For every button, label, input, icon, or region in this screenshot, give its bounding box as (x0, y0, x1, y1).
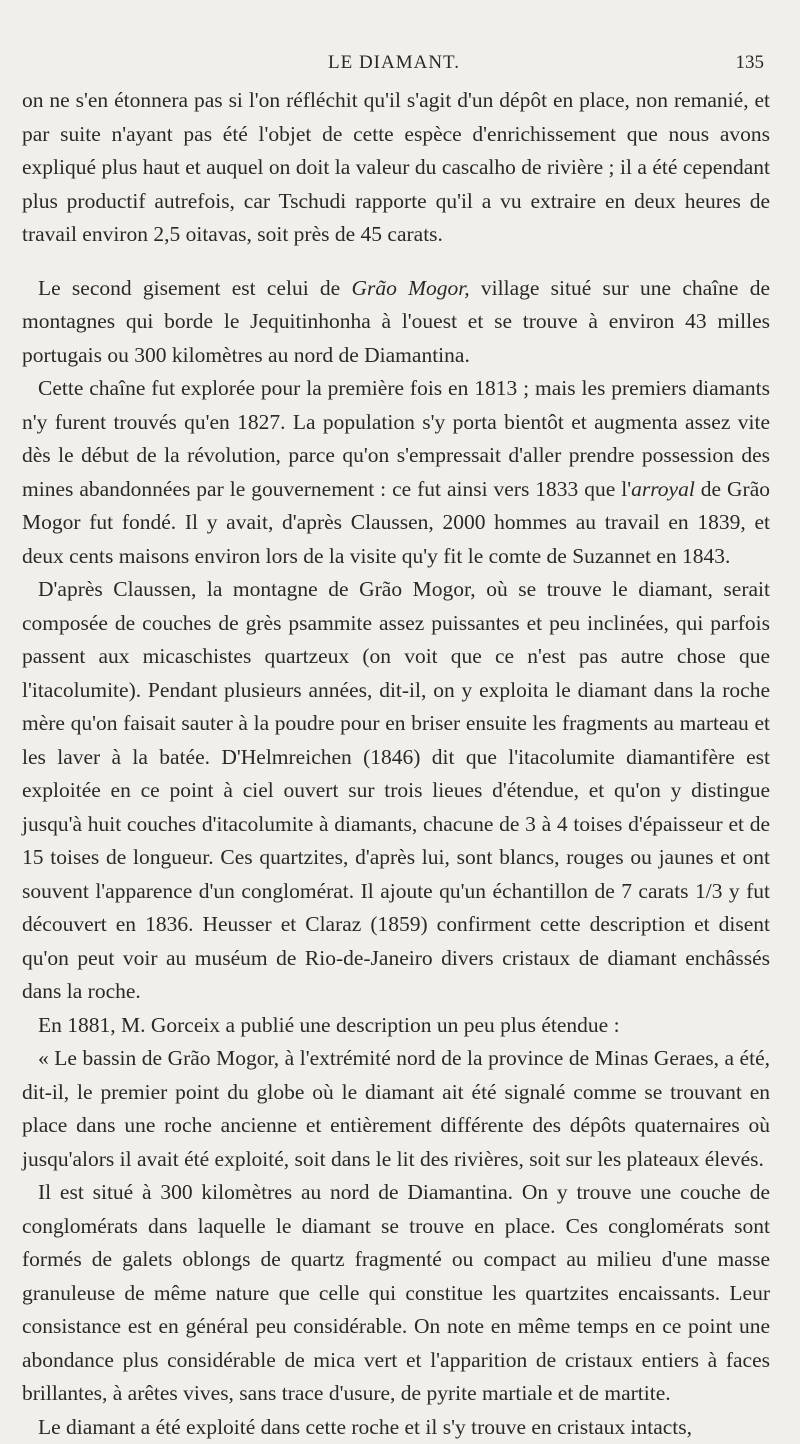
paragraph-5: En 1881, M. Gorceix a publié une description un peu plus étendue : (22, 1009, 770, 1043)
body-text (22, 84, 770, 1444)
paragraph-2-text-a: Le second gisement est celui de (38, 276, 351, 300)
paragraph-7: Il est situé à 300 kilomètres au nord de Diamantina. On y trouve une couche de conglomérats dans laquelle le diamant se trouve en place. Ces conglomérats sont formés de galets oblongs de quartz fragmenté ou compact au milieu d'une masse granuleuse de même nature que celle qui constitue les quartzites encaissants. Leur consistance est en général peu considérable. On note en même temps en ce point une abondance plus considérable de mica vert et l'apparition de cristaux entiers à faces brillantes, à arêtes vives, sans trace d'usure, de pyrite martiale et de martite. (22, 1176, 770, 1411)
paragraph-4: D'après Claussen, la montagne de Grão Mogor, où se trouve le diamant, serait composée de couches de grès psammite assez puissantes et peu inclinées, qui parfois passent aux micaschistes quartzeux (on voit que ce n'est pas autre chose que l'itacolumite). Pendant plusieurs années, dit-il, on y exploita le diamant dans la roche mère qu'on faisait sauter à la poudre pour en briser ensuite les fragments au marteau et les laver à la batée. D'Helmreichen (1846) dit que l'itacolumite diamantifère est exploitée en ce point à ciel ouvert sur trois lieues d'étendue, et qu'on y distingue jusqu'à huit couches d'itacolumite à diamants, chacune de 3 à 4 toises d'épaisseur et de 15 toises de longueur. Ces quartzites, d'après lui, sont blancs, rouges ou jaunes et ont souvent l'apparence d'un conglomérat. Il ajoute qu'un échantillon de 7 carats 1/3 y fut découvert en 1836. Heusser et Claraz (1859) confirment cette description et disent qu'on peut voir au muséum de Rio-de-Janeiro divers cristaux de diamant enchâssés dans la roche. (22, 573, 770, 1009)
place-name-grao-mogor: Grão Mogor, (351, 276, 469, 300)
paragraph-3-text-a: Cette chaîne fut explorée pour la première fois en 1813 ; mais les premiers diamants n'y furent trouvés qu'en 1827. La population s'y porta bientôt et augmenta assez vite dès le début de la révolution, parce qu'on s'empressait d'aller prendre possession des mines abandonnées par le gouvernement : ce fut ainsi vers 1833 que l' (22, 376, 770, 501)
running-title: LE DIAMANT. (24, 52, 764, 74)
page-header (24, 50, 764, 80)
paragraph-8: Le diamant a été exploité dans cette roche et il s'y trouve en cristaux intacts, (22, 1411, 770, 1444)
paragraph-2 (22, 272, 770, 373)
paragraph-3 (22, 372, 770, 573)
paragraph-2-text-b: village situé sur une chaîne de montagnes qui borde le Jequitinhonha à l'ouest et se trouve à environ 43 milles portugais ou 300 kilomètres au nord de Diamantina. (22, 276, 770, 367)
paragraph-6-quote: « Le bassin de Grão Mogor, à l'extrémité nord de la province de Minas Geraes, a été, dit-il, le premier point du globe où le diamant ait été signalé comme se trouvant en place dans une roche ancienne et entièrement différente des dépôts quaternaires où jusqu'alors il avait été exploité, soit dans le lit des rivières, soit sur les plateaux élevés. (22, 1042, 770, 1176)
page-number: 135 (736, 52, 765, 74)
paragraph-3-text-b: de Grão Mogor fut fondé. Il y avait, d'après Claussen, 2000 hommes au travail en 1839, et deux cents maisons environ lors de la visite qu'y fit le comte de Suzannet en 1843. (22, 477, 770, 568)
paragraph-1: on ne s'en étonnera pas si l'on réfléchit qu'il s'agit d'un dépôt en place, non remanié, et par suite n'ayant pas été l'objet de cette espèce d'enrichissement que nous avons expliqué plus haut et auquel on doit la valeur du cascalho de rivière ; il a été cependant plus productif autrefois, car Tschudi rapporte qu'il a vu extraire en deux heures de travail environ 2,5 oitavas, soit près de 45 carats. (22, 84, 770, 252)
term-arroyal: arroyal (631, 477, 695, 501)
